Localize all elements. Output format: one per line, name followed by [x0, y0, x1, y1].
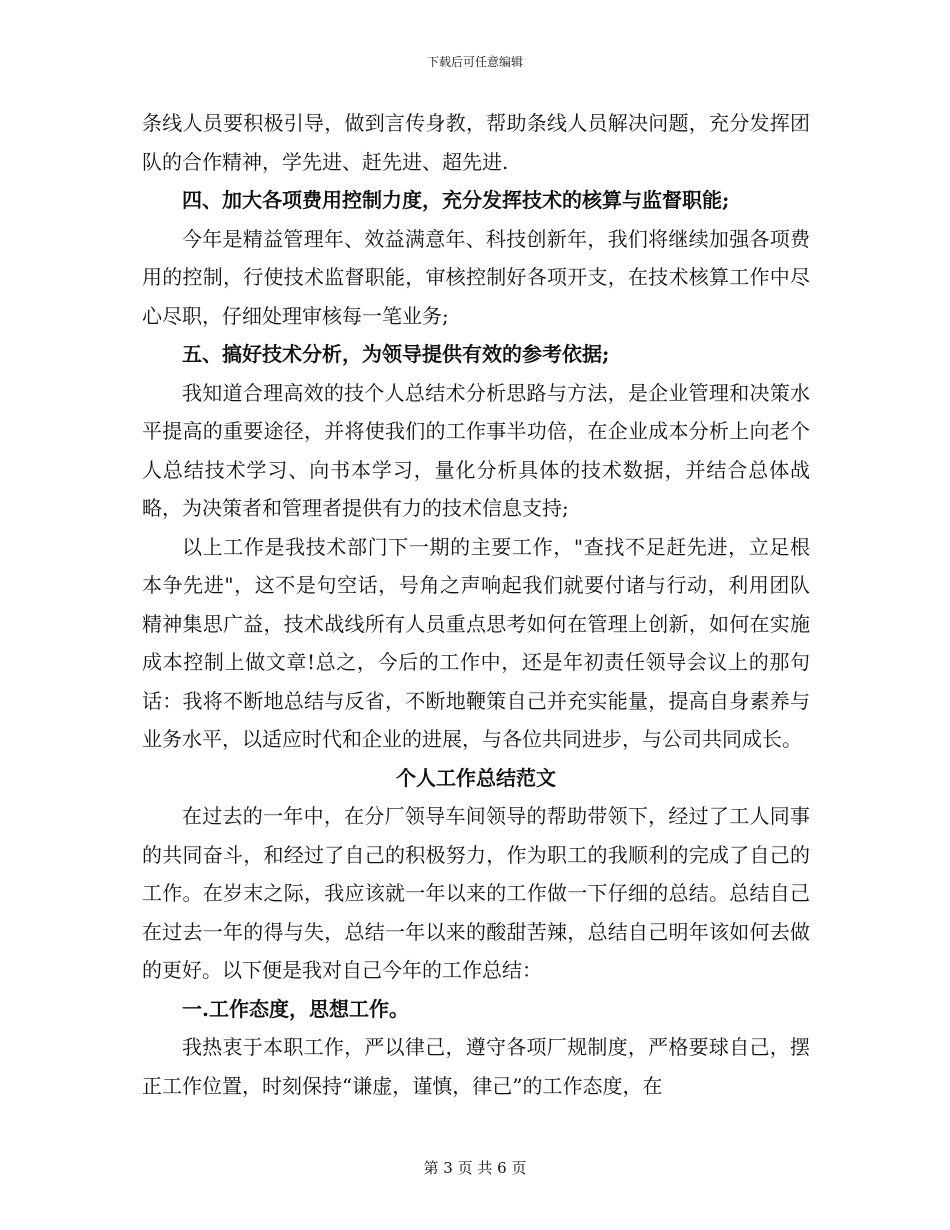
- paragraph-work-attitude: 我热衷于本职工作，严以律己，遵守各项厂规制度，严格要球自己，摆正工作位置，时刻保持“谦虚，谨慎，律己”的工作态度，在: [142, 1035, 810, 1098]
- document-title: 个人工作总结范文: [396, 765, 556, 790]
- section-heading-5: 五、搞好技术分析，为领导提供有效的参考依据;: [182, 342, 610, 366]
- paragraph-technical-analysis: 我知道合理高效的技个人总结术分析思路与方法，是企业管理和决策水平提高的重要途径，并将使我们的工作事半功倍，在企业成本分析上向老个人总结技术学习、向书本学习，量化分析具体的技术数据，并结合总体战略，为决策者和管理者提供有力的技术信息支持;: [142, 380, 810, 520]
- page-header: 下载后可任意编辑: [426, 55, 523, 69]
- page-footer: 第 3 页 共 6 页: [423, 1159, 527, 1177]
- paragraph-cost-control: 今年是精益管理年、效益满意年、科技创新年，我们将继续加强各项费用的控制，行使技术监督职能，审核控制好各项开支，在技术核算工作中尽心尽职，仔细处理审核每一笔业务;: [142, 226, 810, 328]
- paragraph-continuation: 条线人员要积极引导，做到言传身教，帮助条线人员解决问题，充分发挥团队的合作精神，学先进、赶先进、超先进.: [142, 111, 810, 174]
- section-heading-1: 一.工作态度，思想工作。: [182, 996, 409, 1021]
- paragraph-intro: 在过去的一年中，在分厂领导车间领导的帮助带领下，经过了工人同事的共同奋斗，和经过了自己的积极努力，作为职工的我顺利的完成了自己的工作。在岁末之际，我应该就一年以来的工作做一下仔细的总结。总结自己在过去一年的得与失，总结一年以来的酸甜苦辣，总结自己明年该如何去做的更好。以下便是我对自己今年的工作总结：: [142, 804, 810, 982]
- paragraph-conclusion: 以上工作是我技术部门下一期的主要工作，"查找不足赶先进，立足根本争先进"，这不是句空话，号角之声响起我们就要付诸与行动，利用团队精神集思广益，技术战线所有人员重点思考如何在管理上创新，如何在实施成本控制上做文章!总之，今后的工作中，还是年初责任领导会议上的那句话：我将不断地总结与反省，不断地鞭策自己并充实能量，提高自身素养与业务水平，以适应时代和企业的进展，与各位共同进步，与公司共同成长。: [142, 534, 810, 751]
- document-body: [142, 104, 810, 1105]
- section-heading-4: 四、加大各项费用控制力度，充分发挥技术的核算与监督职能;: [182, 188, 730, 212]
